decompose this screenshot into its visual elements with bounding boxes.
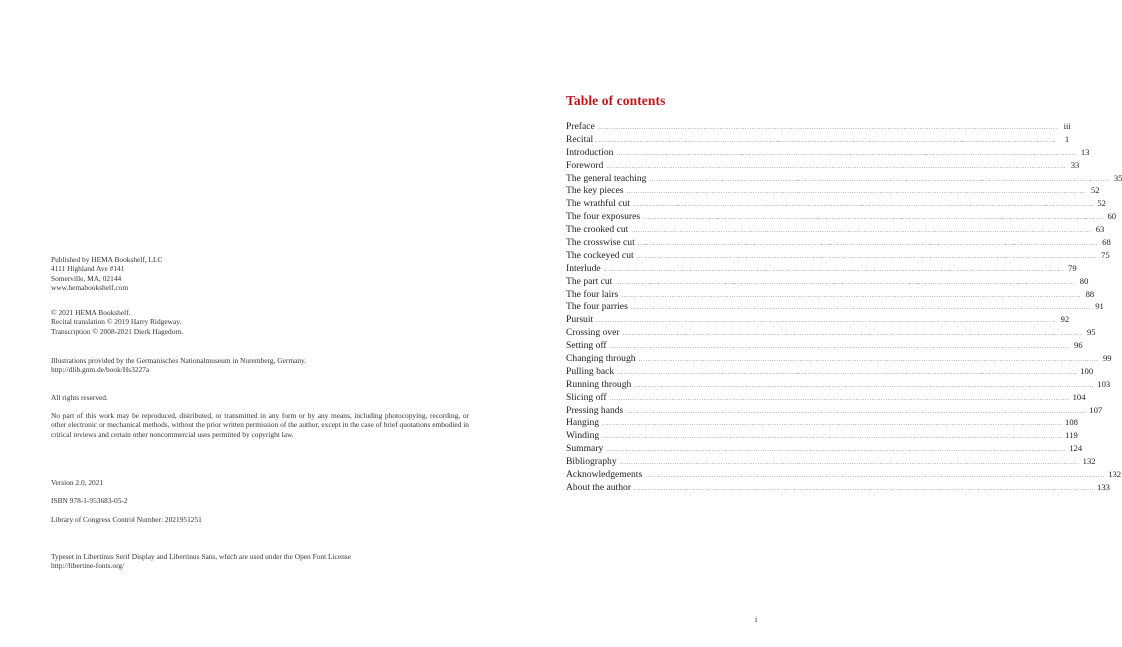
toc-entry-label: Pressing hands <box>566 404 624 416</box>
toc-entry-label: The four parries <box>566 301 628 313</box>
toc-leader-dots: ........................................................................................................................................................................................................ <box>636 253 1097 260</box>
toc-entry[interactable] <box>566 404 1103 417</box>
toc-entry-page: 63 <box>1095 224 1105 235</box>
toc-entry[interactable] <box>566 133 1070 146</box>
rights-block <box>51 393 471 402</box>
toc-entry-page: 68 <box>1102 237 1111 248</box>
typeset-line: Typeset in Libertinus Serif Display and Libertinus Sans, which are used under the Open Font License <box>51 552 351 561</box>
toc-entry-page: 92 <box>1060 314 1070 325</box>
page-number: i <box>755 615 758 624</box>
toc-entry-page: 35 <box>1113 172 1122 183</box>
toc-leader-dots: ........................................................................................................................................................................................................ <box>626 408 1087 415</box>
toc-entry-page: 88 <box>1085 288 1095 299</box>
toc-leader-dots: ........................................................................................................................................................................................................ <box>634 382 1095 389</box>
table-of-contents <box>566 120 1122 494</box>
toc-entry-page: 107 <box>1089 404 1103 415</box>
toc-entry[interactable] <box>566 210 1117 223</box>
toc-entry-label: Foreword <box>566 159 604 171</box>
toc-entry-page: 96 <box>1074 340 1083 351</box>
toc-entry-page: 95 <box>1086 327 1096 338</box>
toc-leader-dots: ........................................................................................................................................................................................................ <box>616 150 1077 157</box>
toc-leader-dots: ........................................................................................................................................................................................................ <box>597 125 1058 131</box>
website-line: www.hemabookshelf.com <box>51 283 129 293</box>
typeset-url: http://libertine-fonts.org/ <box>51 561 125 571</box>
typeset-block <box>51 552 471 571</box>
toc-entry-label: Slicing off <box>566 391 607 403</box>
toc-entry-page: 60 <box>1107 211 1117 222</box>
toc-entry-page: 80 <box>1079 275 1089 286</box>
toc-entry-page: 79 <box>1068 262 1077 273</box>
toc-entry[interactable] <box>566 236 1111 249</box>
toc-entry-label: Summary <box>566 443 604 455</box>
toc-entry-label: Winding <box>566 430 600 442</box>
toc-leader-dots: ........................................................................................................................................................................................................ <box>609 344 1070 351</box>
toc-entry-label: The wrathful cut <box>566 198 630 210</box>
toc-entry[interactable] <box>566 429 1078 442</box>
toc-entry-page: 124 <box>1069 443 1083 454</box>
toc-leader-dots: ........................................................................................................................................................................................................ <box>602 421 1063 428</box>
toc-entry-label: Pulling back <box>566 365 615 377</box>
toc-leader-dots: ........................................................................................................................................................................................................ <box>615 279 1076 286</box>
toc-entry-page: 99 <box>1102 353 1112 364</box>
toc-leader-dots: ........................................................................................................................................................................................................ <box>619 460 1080 467</box>
toc-entry[interactable] <box>566 249 1110 262</box>
toc-entry-label: About the author <box>566 481 632 493</box>
toc-entry[interactable] <box>566 416 1078 429</box>
toc-entry[interactable] <box>566 120 1071 133</box>
toc-leader-dots: ........................................................................................................................................................................................................ <box>603 266 1064 273</box>
toc-entry[interactable] <box>566 391 1086 404</box>
toc-leader-dots: ........................................................................................................................................................................................................ <box>609 395 1070 402</box>
toc-entry-label: The part cut <box>566 275 613 287</box>
toc-entry-label: The cockeyed cut <box>566 249 634 261</box>
toc-leader-dots: ........................................................................................................................................................................................................ <box>602 434 1063 441</box>
publisher-line: Published by HEMA Bookshelf, LLC <box>51 255 163 264</box>
toc-entry-page: 108 <box>1065 417 1078 428</box>
toc-leader-dots: ........................................................................................................................................................................................................ <box>596 137 1057 144</box>
rights-line: All rights reserved. <box>51 393 108 402</box>
toc-entry-label: The crooked cut <box>566 224 629 236</box>
toc-entry-label: The general teaching <box>566 172 647 184</box>
publisher-block <box>51 255 471 293</box>
toc-leader-dots: ........................................................................................................................................................................................................ <box>630 305 1091 312</box>
toc-leader-dots: ........................................................................................................................................................................................................ <box>632 202 1093 209</box>
copyright-line: © 2021 HEMA Bookshelf. <box>51 308 131 317</box>
toc-entry[interactable] <box>566 378 1111 391</box>
illustrations-line: Illustrations provided by the Germanisches Nationalmuseum in Nuremberg, Germany. <box>51 356 307 365</box>
toc-entry-page: iii <box>1063 121 1071 131</box>
toc-entry-label: Crossing over <box>566 327 620 339</box>
isbn-block <box>51 496 471 505</box>
toc-entry-page: 132 <box>1082 456 1096 467</box>
toc-entry[interactable] <box>566 159 1080 172</box>
toc-entry[interactable] <box>566 300 1104 313</box>
toc-entry-label: Interlude <box>566 262 601 274</box>
toc-entry-label: The four exposures <box>566 211 641 223</box>
toc-entry[interactable] <box>566 275 1089 288</box>
toc-entry[interactable] <box>566 339 1083 352</box>
toc-entry-page: 13 <box>1080 146 1090 157</box>
toc-entry[interactable] <box>566 455 1096 468</box>
toc-entry-label: Pursuit <box>566 314 594 326</box>
toc-entry[interactable] <box>566 262 1077 275</box>
toc-entry[interactable] <box>566 313 1070 326</box>
toc-entry[interactable] <box>566 352 1112 365</box>
toc-entry-page: 1 <box>1064 133 1070 144</box>
toc-entry-page: 75 <box>1101 249 1110 260</box>
illustrations-block <box>51 356 471 375</box>
toc-entry-page: 91 <box>1095 301 1104 312</box>
toc-entry[interactable] <box>566 365 1094 378</box>
notice-block <box>51 411 469 439</box>
notice-text: No part of this work may be reproduced, distributed, or transmitted in any form or by any means, including photocopying, recording, or other electronic or mechanical methods, without the prior written permission of the author, except in the case of brief quotations embodied in critical reviews and certain other noncommercial uses permitted by copyright law. <box>51 411 469 439</box>
toc-entry[interactable] <box>566 223 1105 236</box>
toc-leader-dots: ........................................................................................................................................................................................................ <box>645 473 1106 480</box>
toc-leader-dots: ........................................................................................................................................................................................................ <box>626 189 1087 196</box>
toc-entry-page: 103 <box>1097 378 1111 389</box>
version-line: Version 2.0, 2021 <box>51 478 104 487</box>
toc-entry-label: Setting off <box>566 340 607 352</box>
toc-entry-page: 132 <box>1108 469 1122 480</box>
toc-entry-label: The key pieces <box>566 185 624 197</box>
left-page <box>0 0 500 647</box>
toc-leader-dots: ........................................................................................................................................................................................................ <box>606 447 1067 454</box>
isbn-line: ISBN 978-1-953683-05-2 <box>51 496 128 505</box>
toc-entry[interactable] <box>566 146 1090 159</box>
toc-entry-label: The crosswise cut <box>566 237 635 249</box>
toc-entry[interactable] <box>566 481 1110 494</box>
toc-entry[interactable] <box>566 442 1083 455</box>
toc-entry-label: Recital <box>566 133 594 145</box>
toc-leader-dots: ........................................................................................................................................................................................................ <box>643 215 1104 222</box>
toc-entry-page: 52 <box>1097 198 1106 209</box>
toc-entry-label: Changing through <box>566 353 636 365</box>
city-line: Somerville, MA, 02144 <box>51 273 122 283</box>
toc-leader-dots: ........................................................................................................................................................................................................ <box>638 357 1099 364</box>
toc-entry-label: Preface <box>566 121 595 132</box>
toc-entry-label: Bibliography <box>566 456 617 468</box>
toc-entry-page: 119 <box>1065 430 1078 441</box>
toc-entry-page: 33 <box>1070 159 1080 170</box>
toc-leader-dots: ........................................................................................................................................................................................................ <box>631 228 1092 235</box>
toc-entry[interactable] <box>566 468 1122 481</box>
toc-entry-label: The four lairs <box>566 288 619 300</box>
toc-entry[interactable] <box>566 197 1106 210</box>
copyright-line: Recital translation © 2019 Harry Ridgeway. <box>51 317 182 327</box>
lccn-line: Library of Congress Control Number: 2021951251 <box>51 515 202 524</box>
toc-entry[interactable] <box>566 326 1096 339</box>
toc-entry-page: 52 <box>1090 185 1100 196</box>
toc-leader-dots: ........................................................................................................................................................................................................ <box>606 163 1067 170</box>
toc-leader-dots: ........................................................................................................................................................................................................ <box>637 241 1098 248</box>
toc-title: Table of contents <box>566 93 666 108</box>
toc-entry-page: 133 <box>1097 481 1110 492</box>
toc-leader-dots: ........................................................................................................................................................................................................ <box>621 292 1082 299</box>
toc-leader-dots: ........................................................................................................................................................................................................ <box>649 176 1110 183</box>
toc-entry-label: Introduction <box>566 146 614 158</box>
copyright-line: Transcription © 2008-2021 Dierk Hagedorn. <box>51 326 184 336</box>
address-line: 4111 Highland Ave #141 <box>51 264 125 274</box>
version-block <box>51 478 471 487</box>
toc-entry[interactable] <box>566 288 1095 301</box>
toc-leader-dots: ........................................................................................................................................................................................................ <box>596 318 1057 325</box>
toc-entry-page: 104 <box>1072 391 1086 402</box>
toc-entry[interactable] <box>566 172 1122 185</box>
copyright-block <box>51 308 471 336</box>
illustrations-url: http://dlib.gnm.de/book/Hs3227a <box>51 365 150 375</box>
toc-entry-label: Running through <box>566 378 632 390</box>
toc-leader-dots: ........................................................................................................................................................................................................ <box>634 485 1095 492</box>
toc-entry[interactable] <box>566 184 1100 197</box>
toc-entry-label: Acknowledgements <box>566 469 643 481</box>
lccn-block <box>51 515 471 524</box>
toc-leader-dots: ........................................................................................................................................................................................................ <box>622 331 1083 338</box>
toc-entry-page: 100 <box>1080 365 1094 376</box>
toc-entry-label: Hanging <box>566 417 600 429</box>
toc-leader-dots: ........................................................................................................................................................................................................ <box>617 369 1078 376</box>
